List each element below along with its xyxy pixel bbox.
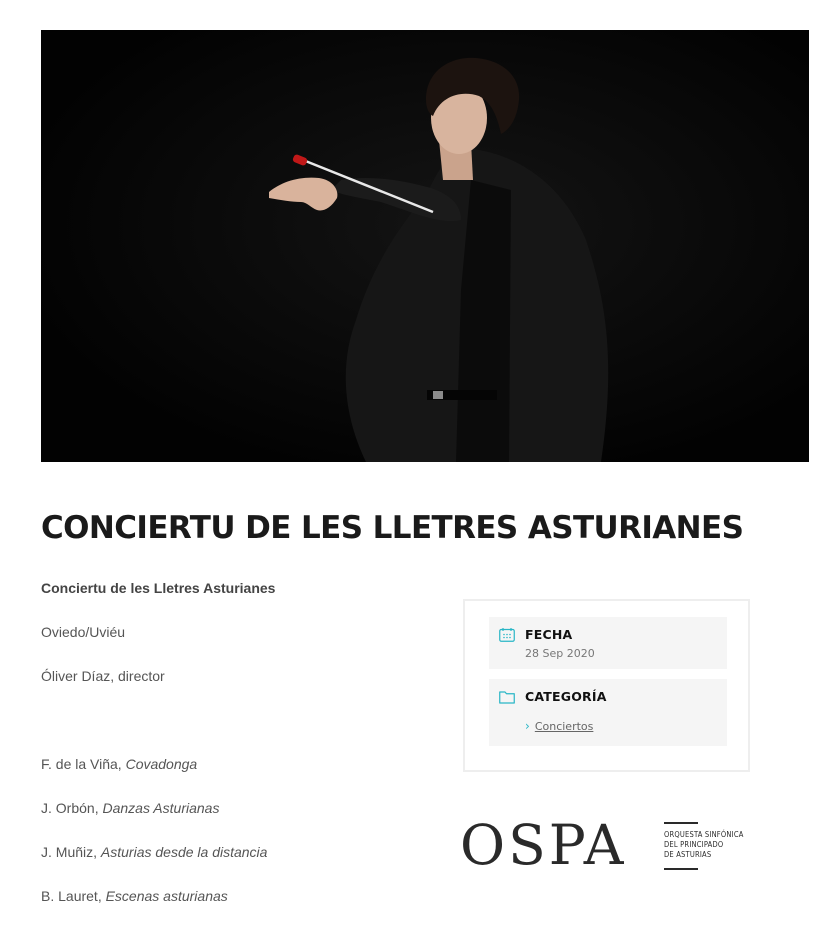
event-director: Óliver Díaz, director: [41, 668, 165, 684]
event-lead: Conciertu de les Lletres Asturianes: [41, 580, 276, 596]
program-composer: B. Lauret,: [41, 888, 106, 904]
hero-image: [41, 30, 809, 462]
conductor-photo: [41, 30, 809, 462]
event-meta-box: [463, 599, 750, 772]
program-work: Danzas Asturianas: [102, 800, 220, 816]
logo-wordmark: OSPA: [460, 813, 627, 877]
program-work: Escenas asturianas: [105, 888, 228, 904]
event-date: [489, 617, 727, 669]
program-composer: J. Orbón,: [41, 800, 103, 816]
program-item: [41, 888, 228, 904]
event-category: [489, 679, 727, 746]
program-item: [41, 844, 267, 860]
program-item: [41, 800, 219, 816]
logo-subtitle-line: DEL PRINCIPADO: [664, 840, 724, 849]
event-location: Oviedo/Uviéu: [41, 624, 126, 640]
category-link-row: [525, 719, 593, 733]
logo-rule-top: [664, 822, 698, 824]
ospa-logo: [460, 814, 760, 876]
program-work: Asturias desde la distancia: [100, 844, 268, 860]
program-item: [41, 756, 197, 772]
category-heading: CATEGORÍA: [525, 689, 607, 704]
logo-subtitle: [664, 830, 744, 860]
logo-rule-bottom: [664, 868, 698, 870]
date-heading: FECHA: [525, 627, 573, 642]
program-composer: F. de la Viña,: [41, 756, 126, 772]
chevron-right-icon: ›: [525, 719, 530, 733]
page-title: CONCIERTU DE LES LLETRES ASTURIANES: [41, 510, 744, 546]
program-composer: J. Muñiz,: [41, 844, 101, 860]
calendar-icon: [499, 628, 515, 642]
category-link[interactable]: Conciertos: [534, 720, 594, 733]
folder-icon: [499, 690, 515, 704]
date-value: 28 Sep 2020: [525, 647, 595, 660]
logo-subtitle-line: ORQUESTA SINFÓNICA: [664, 830, 744, 839]
logo-subtitle-line: DE ASTURIAS: [664, 850, 712, 859]
program-work: Covadonga: [125, 756, 198, 772]
